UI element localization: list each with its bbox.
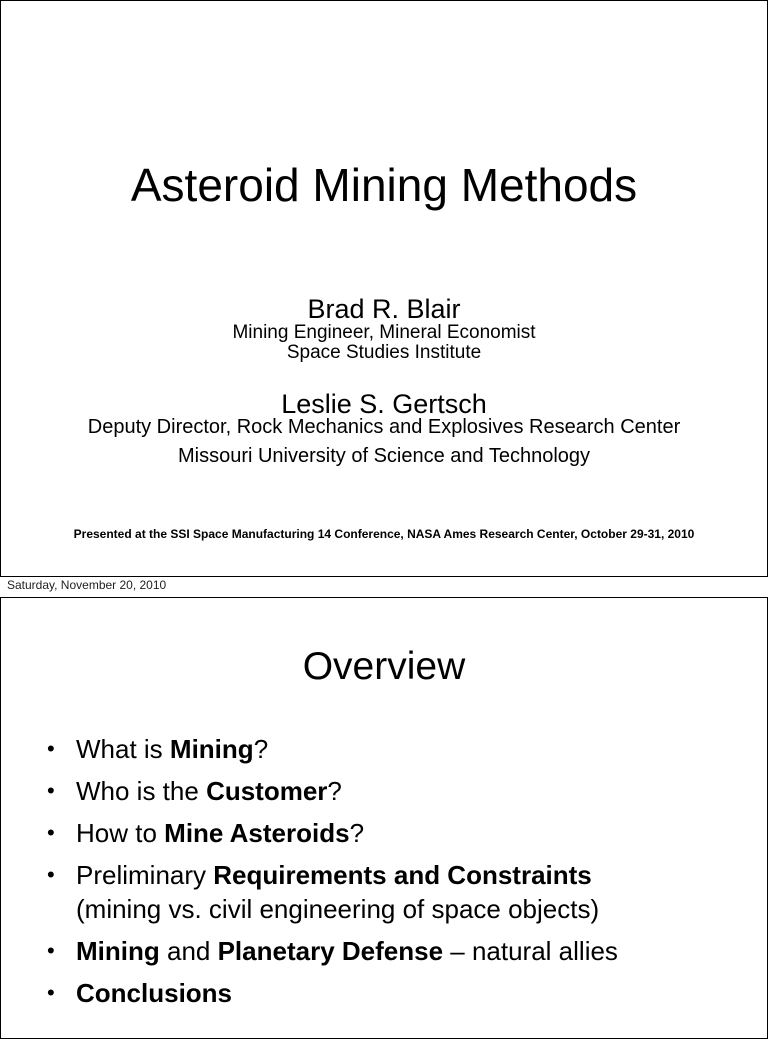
bullet-text: Preliminary: [76, 860, 214, 890]
bullet-emphasis: Conclusions: [76, 978, 233, 1008]
bullet-item: [47, 934, 618, 968]
bullet-text: How to: [76, 818, 165, 848]
bullet-text: ?: [253, 734, 269, 764]
bullet-text: – natural allies: [443, 936, 618, 966]
bullet-icon: •: [47, 938, 55, 963]
slide-date: Saturday, November 20, 2010: [7, 578, 167, 592]
bullet-item: [47, 816, 618, 850]
bullet-emphasis: Requirements and Constraints: [213, 860, 592, 890]
bullet-emphasis: Mining: [169, 734, 254, 764]
bullet-emphasis: Mining: [76, 936, 160, 966]
bullet-text: ?: [349, 818, 365, 848]
author-2-org: Missouri University of Science and Technology: [177, 445, 591, 467]
bullet-text: Who is the: [76, 776, 207, 806]
author-1-org: Space Studies Institute: [286, 342, 482, 363]
bullet-emphasis: Mine Asteroids: [164, 818, 350, 848]
slide-title: Overview: [302, 645, 466, 688]
bullet-item: [47, 858, 618, 926]
author-2-name: Leslie S. Gertsch: [281, 389, 487, 419]
overview-slide: [0, 597, 768, 1039]
bullet-emphasis: Customer: [206, 776, 328, 806]
author-1-name: Brad R. Blair: [307, 294, 461, 324]
bullet-text: What is: [76, 734, 170, 764]
bullet-text: ?: [327, 776, 342, 806]
bullet-text: and: [159, 936, 218, 966]
bullet-item: [47, 976, 618, 1010]
bullet-item: [47, 732, 618, 766]
author-1-role: Mining Engineer, Mineral Economist: [232, 322, 536, 343]
bullet-subtext: (mining vs. civil engineering of space objects): [76, 894, 600, 924]
author-2-role: Deputy Director, Rock Mechanics and Explosives Research Center: [87, 416, 681, 438]
bullet-item: [47, 774, 618, 808]
bullet-emphasis: Planetary Defense: [217, 936, 444, 966]
bullet-icon: •: [47, 980, 55, 1005]
bullet-icon: •: [47, 736, 55, 761]
bullet-icon: •: [47, 862, 55, 887]
bullet-list: [47, 732, 618, 1018]
presentation-note: Presented at the SSI Space Manufacturing 14 Conference, NASA Ames Research Center, October 29-31, 2010: [73, 527, 695, 541]
slide-title: Asteroid Mining Methods: [130, 159, 638, 211]
bullet-icon: •: [47, 820, 55, 845]
bullet-icon: •: [47, 778, 55, 803]
